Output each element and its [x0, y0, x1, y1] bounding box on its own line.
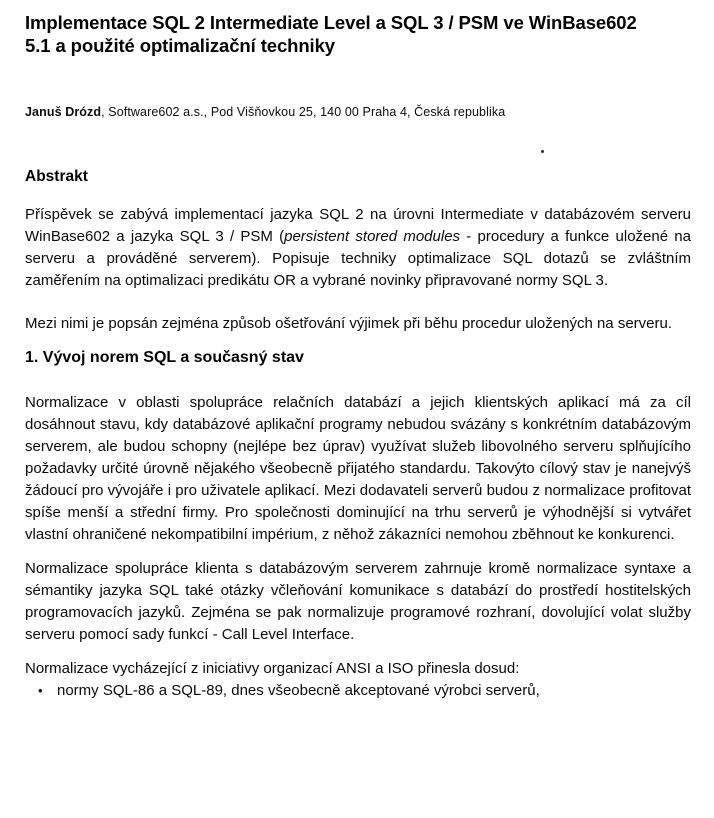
abstract-paragraph-1	[25, 204, 691, 292]
bullet-icon: •	[38, 683, 43, 698]
section-1-heading: 1. Vývoj norem SQL a současný stav	[25, 349, 304, 366]
abstract-paragraph-1-text: Příspěvek se zabývá implementací jazyka SQL 2 na úrovni Intermediate v databázovém serveru WinBase602 a jazyka SQL 3 / PSM (	[25, 206, 691, 245]
abstract-paragraph-2: Mezi nimi je popsán zejména způsob ošetřování výjimek při běhu procedur uložených na serveru.	[25, 315, 672, 332]
paper-title-line-1: Implementace SQL 2 Intermediate Level a SQL 3 / PSM ve WinBase602	[25, 12, 637, 33]
section-1-paragraph-1: Normalizace v oblasti spolupráce relačních databází a jejich klientských aplikací má za cíl dosáhnout stavu, kdy databázové aplikační programy nebudou svázány s konkrétním databázovým serverem, ale budou schopny (nejlépe bez úprav) využívat služeb libovolného serveru splňujícího požadavky určité úrovně nějakého všeobecně přijatého standardu. Takovýto cílový stav je nanejvýš žádoucí pro vývojáře i pro uživatele aplikací. Mezi dodavateli serverů budou z normalizace profitovat spíše menší a střední firmy. Pro společnosti dominující na trhu serverů je výhodnější si vytvářet vlastní ohraničené nekompatibilní impérium, z něhož zákazníci nemohou zběhnout ke konkurenci.	[25, 394, 691, 543]
abstract-heading: Abstrakt	[25, 168, 88, 185]
section-1-list-intro: Normalizace vycházející z iniciativy organizací ANSI a ISO přinesla dosud:	[25, 660, 520, 677]
abstract-paragraph-1-italic-term: persistent stored modules	[284, 228, 461, 245]
abstract-paragraph-1-text-after: - procedury a funkce uložené na serveru a prováděné serverem). Popisuje techniky optimalizace SQL dotazů se zvláštním zaměřením na optimalizaci predikátu OR a vybrané novinky připravované normy SQL 3.	[25, 228, 691, 289]
list-item	[38, 680, 691, 702]
paper-title	[25, 11, 691, 57]
paper-title-line-2: 5.1 a použité optimalizační techniky	[25, 35, 335, 56]
scan-artifact-dot	[541, 150, 544, 153]
author-line	[25, 105, 691, 119]
author-affiliation: , Software602 a.s., Pod Višňovkou 25, 140 00 Praha 4, Česká republika	[101, 105, 506, 119]
section-1-paragraph-2: Normalizace spolupráce klienta s databázovým serverem zahrnuje kromě normalizace syntaxe a sémantiky jazyka SQL také otázky včleňování komunikace s databází do prostředí hostitelských programovacích jazyků. Zejména se pak normalizuje programové rozhraní, dovolující volat služby serveru pomocí sady funkcí - Call Level Interface.	[25, 560, 691, 643]
list-item-text: normy SQL-86 a SQL-89, dnes všeobecně akceptované výrobci serverů,	[57, 682, 540, 699]
author-name: Januš Drózd	[25, 105, 102, 119]
